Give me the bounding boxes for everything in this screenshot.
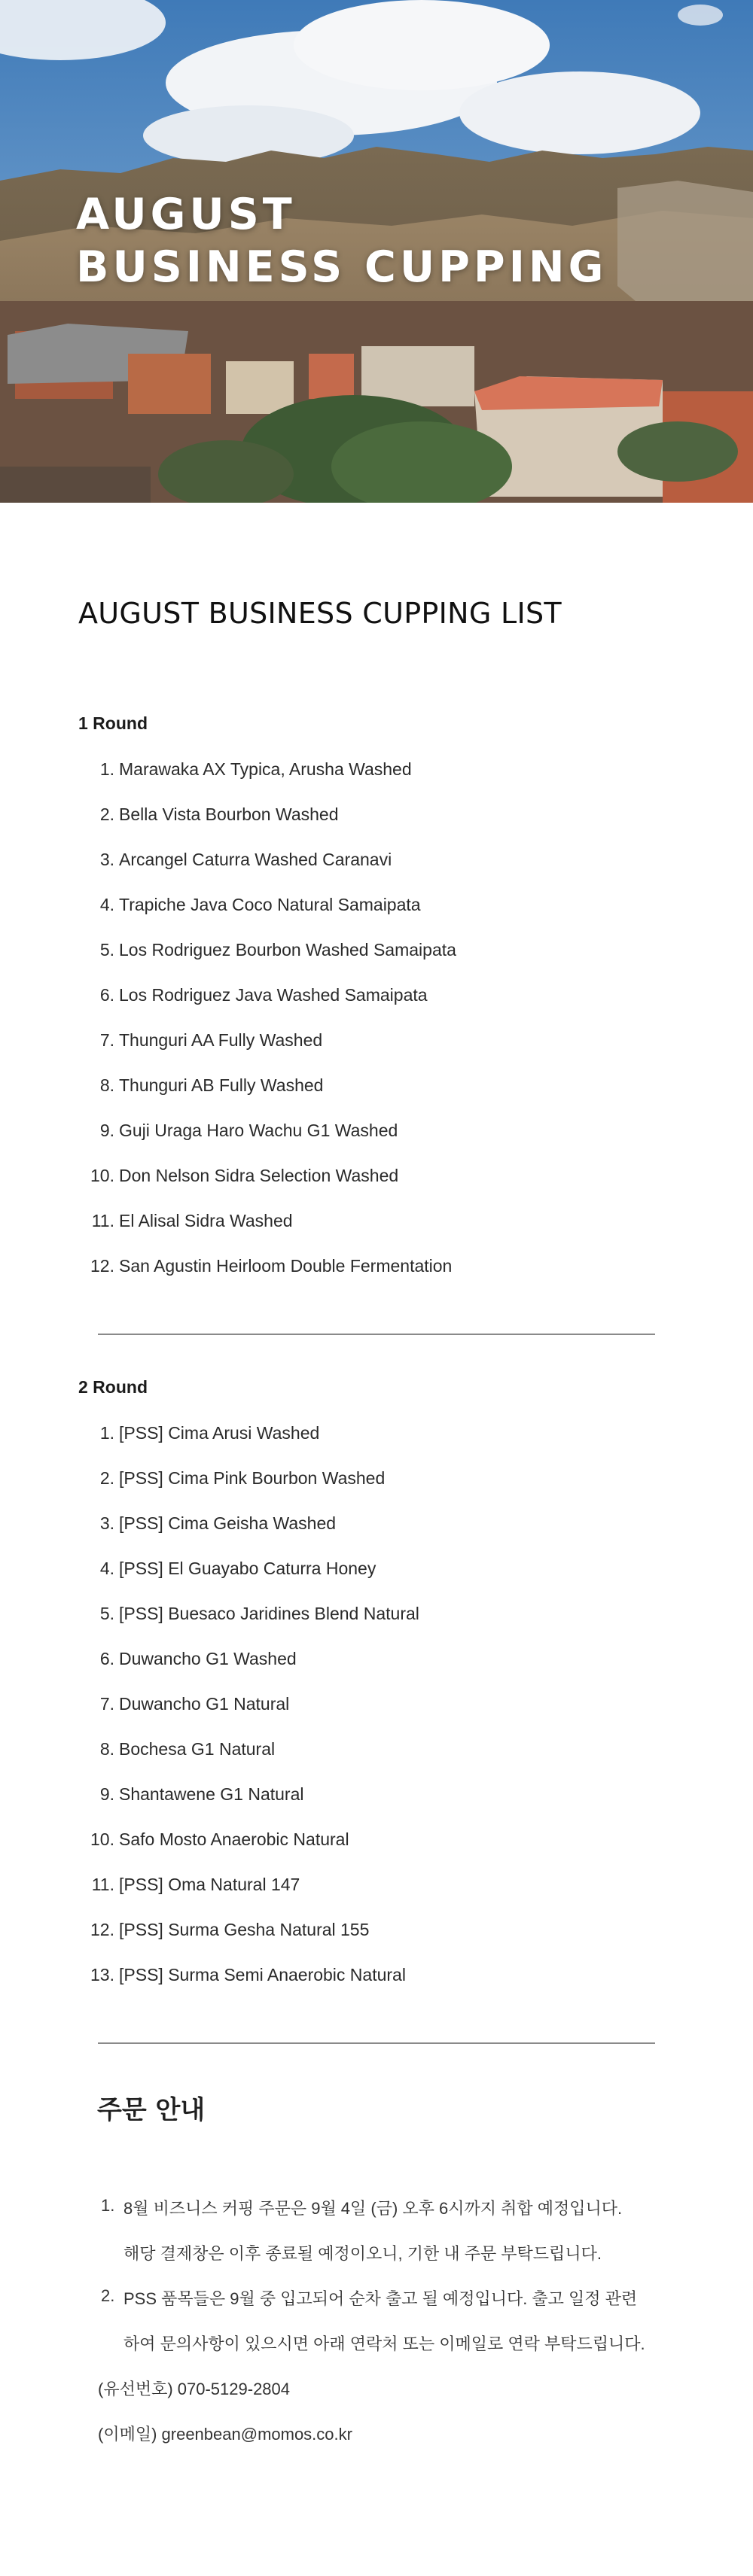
list-item xyxy=(78,882,456,927)
item-number: 3. xyxy=(99,850,114,869)
item-name: Trapiche Java Coco Natural Samaipata xyxy=(119,895,421,914)
list-item xyxy=(78,792,456,837)
item-name: El Alisal Sidra Washed xyxy=(119,1211,293,1230)
item-name: Los Rodriguez Bourbon Washed Samaipata xyxy=(119,940,456,960)
item-number: 6. xyxy=(99,985,114,1005)
list-item xyxy=(78,1410,419,1455)
list-item xyxy=(78,1546,419,1591)
list-item xyxy=(78,1591,419,1636)
item-number: 1. xyxy=(99,759,114,779)
item-number: 12. xyxy=(90,1920,114,1939)
list-item xyxy=(78,1636,419,1681)
list-item xyxy=(78,1455,419,1501)
item-number: 11. xyxy=(91,1211,114,1230)
item-name: Shantawene G1 Natural xyxy=(119,1784,304,1804)
item-name: Bella Vista Bourbon Washed xyxy=(119,804,339,824)
item-number: 8. xyxy=(99,1739,114,1759)
list-item xyxy=(78,1198,456,1243)
item-number: 5. xyxy=(99,940,114,960)
list-item xyxy=(78,1017,456,1063)
item-name: Duwancho G1 Washed xyxy=(119,1649,297,1668)
round-1-heading: 1 Round xyxy=(78,713,148,733)
notice-item-2-number: 2. xyxy=(101,2286,115,2305)
item-name: Duwancho G1 Natural xyxy=(119,1694,290,1714)
list-item xyxy=(78,972,456,1017)
item-number: 2. xyxy=(99,804,114,824)
section-divider xyxy=(98,2042,655,2044)
item-number: 9. xyxy=(99,1784,114,1804)
list-item xyxy=(78,1243,456,1288)
item-number: 6. xyxy=(99,1649,114,1668)
item-number: 1. xyxy=(99,1423,114,1443)
hero-title-line-2: BUSINESS CUPPING xyxy=(76,242,608,292)
list-item xyxy=(78,1501,419,1546)
order-notice-title: 주문 안내 xyxy=(97,2095,206,2125)
item-number: 7. xyxy=(99,1694,114,1714)
notice-item-2-line-1: PSS 품목들은 9월 중 입고되어 순차 출고 될 예정입니다. 출고 일정 관련 xyxy=(123,2289,638,2308)
list-item xyxy=(78,1817,419,1862)
item-name: Thunguri AA Fully Washed xyxy=(119,1030,323,1050)
list-item xyxy=(78,1153,456,1198)
contact-email: (이메일) greenbean@momos.co.kr xyxy=(98,2425,352,2444)
item-number: 5. xyxy=(99,1604,114,1623)
hero-banner xyxy=(0,0,753,503)
item-name: [PSS] Surma Semi Anaerobic Natural xyxy=(119,1965,406,1984)
item-name: San Agustin Heirloom Double Fermentation xyxy=(119,1256,453,1276)
item-number: 12. xyxy=(90,1256,114,1276)
list-item xyxy=(78,747,456,792)
item-name: [PSS] Cima Pink Bourbon Washed xyxy=(119,1468,386,1488)
item-name: Bochesa G1 Natural xyxy=(119,1739,276,1759)
list-item xyxy=(78,1108,456,1153)
list-item xyxy=(78,837,456,882)
item-name: Safo Mosto Anaerobic Natural xyxy=(119,1829,349,1849)
item-name: [PSS] Oma Natural 147 xyxy=(119,1875,300,1894)
item-number: 8. xyxy=(99,1075,114,1095)
list-item xyxy=(78,927,456,972)
item-number: 3. xyxy=(99,1513,114,1533)
notice-item-1-line-2: 해당 결제창은 이후 종료될 예정이오니, 기한 내 주문 부탁드립니다. xyxy=(123,2244,602,2263)
item-name: Guji Uraga Haro Wachu G1 Washed xyxy=(119,1121,398,1140)
item-name: Arcangel Caturra Washed Caranavi xyxy=(119,850,392,869)
item-name: [PSS] Cima Geisha Washed xyxy=(119,1513,337,1533)
item-name: Don Nelson Sidra Selection Washed xyxy=(119,1166,399,1185)
hero-title-line-1: AUGUST xyxy=(76,190,296,239)
item-name: Marawaka AX Typica, Arusha Washed xyxy=(119,759,412,779)
item-number: 7. xyxy=(99,1030,114,1050)
cupping-list-title: AUGUST BUSINESS CUPPING LIST xyxy=(78,597,562,630)
item-name: [PSS] El Guayabo Caturra Honey xyxy=(119,1559,376,1578)
round-2-list xyxy=(78,1410,419,1997)
item-number: 13. xyxy=(90,1965,114,1984)
item-number: 11. xyxy=(91,1875,114,1894)
list-item xyxy=(78,1952,419,1997)
item-number: 9. xyxy=(99,1121,114,1140)
notice-item-1-number: 1. xyxy=(101,2196,115,2215)
list-item xyxy=(78,1681,419,1726)
item-name: Thunguri AB Fully Washed xyxy=(119,1075,324,1095)
list-item xyxy=(78,1907,419,1952)
hero-title xyxy=(76,188,607,293)
item-name: [PSS] Buesaco Jaridines Blend Natural xyxy=(119,1604,419,1623)
round-2-heading: 2 Round xyxy=(78,1377,148,1397)
list-item xyxy=(78,1772,419,1817)
item-name: Los Rodriguez Java Washed Samaipata xyxy=(119,985,428,1005)
item-number: 4. xyxy=(99,895,114,914)
notice-item-2-line-2: 하여 문의사항이 있으시면 아래 연락처 또는 이메일로 연락 부탁드립니다. xyxy=(123,2334,645,2353)
contact-phone: (유선번호) 070-5129-2804 xyxy=(98,2380,291,2398)
item-number: 10. xyxy=(90,1166,114,1185)
item-name: [PSS] Cima Arusi Washed xyxy=(119,1423,320,1443)
round-1-list xyxy=(78,747,456,1288)
item-number: 10. xyxy=(90,1829,114,1849)
section-divider xyxy=(98,1334,655,1335)
list-item xyxy=(78,1726,419,1772)
item-number: 4. xyxy=(99,1559,114,1578)
list-item xyxy=(78,1862,419,1907)
list-item xyxy=(78,1063,456,1108)
item-name: [PSS] Surma Gesha Natural 155 xyxy=(119,1920,370,1939)
item-number: 2. xyxy=(99,1468,114,1488)
notice-item-1-line-1: 8월 비즈니스 커핑 주문은 9월 4일 (금) 오후 6시까지 취합 예정입니다. xyxy=(123,2199,623,2218)
